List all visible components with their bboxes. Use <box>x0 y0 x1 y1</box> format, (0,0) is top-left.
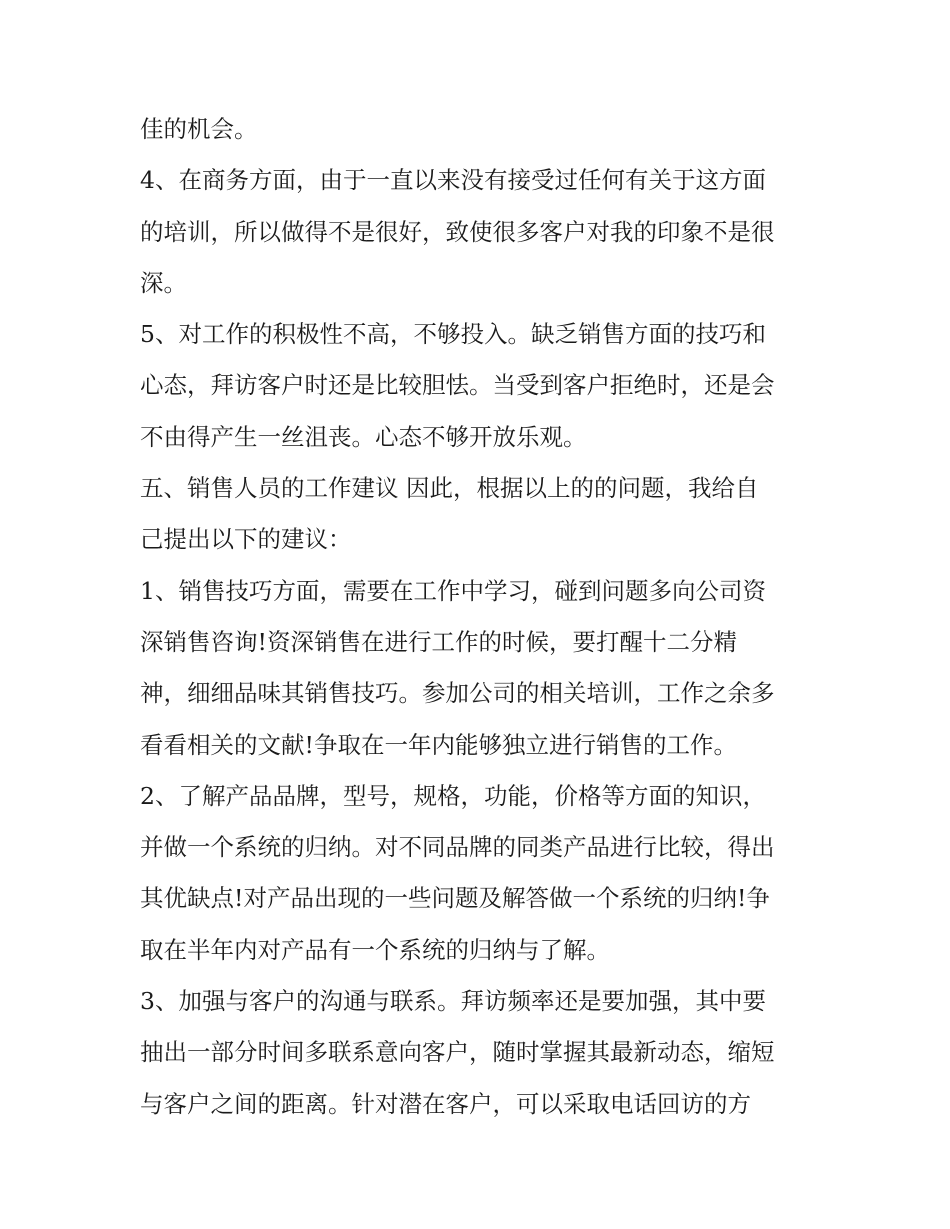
text-line: 1、销售技巧方面，需要在工作中学习，碰到问题多向公司资 <box>140 576 766 605</box>
document-body <box>140 104 820 1130</box>
text-line: 佳的机会。 <box>140 115 258 143</box>
text-line: 心态，拜访客户时还是比较胆怯。当受到客户拒绝时，还是会 <box>140 371 775 400</box>
text-line: 深销售咨询!资深销售在进行工作的时候，要打醒十二分精 <box>140 627 737 656</box>
text-line: 己提出以下的建议： <box>140 525 352 554</box>
text-line: 并做一个系统的归纳。对不同品牌的同类产品进行比较，得出 <box>140 833 775 862</box>
text-line: 不由得产生一丝沮丧。心态不够开放乐观。 <box>140 422 587 451</box>
text-line: 与客户之间的距离。针对潜在客户，可以采取电话回访的方 <box>140 1089 751 1118</box>
text-line: 神，细细品味其销售技巧。参加公司的相关培训，工作之余多 <box>140 679 775 708</box>
text-line: 抽出一部分时间多联系意向客户，随时掌握其最新动态，缩短 <box>140 1038 775 1067</box>
text-line: 的培训，所以做得不是很好，致使很多客户对我的印象不是很 <box>140 217 775 246</box>
text-line: 3、加强与客户的沟通与联系。拜访频率还是要加强，其中要 <box>140 987 766 1016</box>
text-line: 看看相关的文献!争取在一年内能够独立进行销售的工作。 <box>140 730 737 759</box>
text-line: 取在半年内对产品有一个系统的归纳与了解。 <box>140 935 610 964</box>
text-line: 五、销售人员的工作建议 因此，根据以上的的问题，我给自 <box>140 474 759 503</box>
text-line: 5、对工作的积极性不高，不够投入。缺乏销售方面的技巧和 <box>140 320 766 349</box>
text-line: 其优缺点!对产品出现的一些问题及解答做一个系统的归纳!争 <box>140 884 770 913</box>
text-line: 深。 <box>140 268 187 297</box>
text-line: 2、了解产品品牌，型号，规格，功能，价格等方面的知识， <box>140 781 766 810</box>
text-line: 4、在商务方面，由于一直以来没有接受过任何有关于这方面 <box>140 166 766 195</box>
